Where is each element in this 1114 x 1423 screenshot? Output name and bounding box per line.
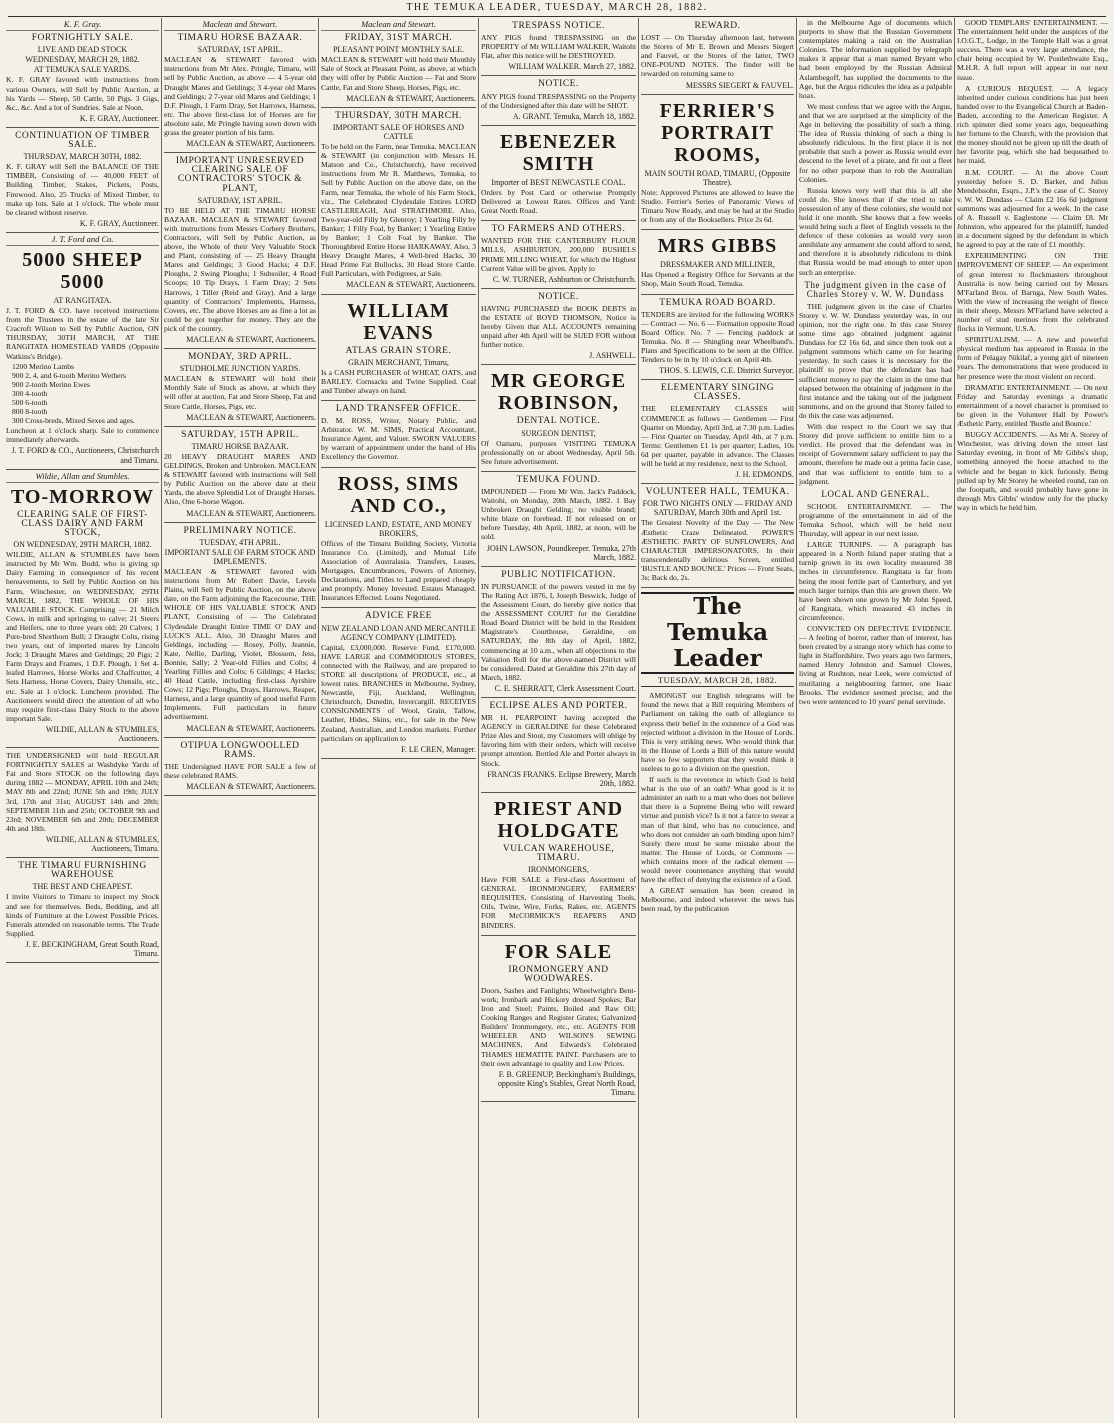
article-paragraph: LARGE TURNIPS. — A paragraph has appeared in a North Island paper stating that a turnip grown in its own locality measured 38 inches in circumference. Rangitata is far from being the most fertile part of Canterbury, and yet much larger turnips than this are grown there. We have been shown one grown by Mr John Speed, of Rangitata, which measured 43 inches in circumference. xyxy=(799,540,952,622)
ad-auctioneer-header: Maclean and Stewart. xyxy=(321,20,476,31)
ad-title: TO FARMERS AND OTHERS. xyxy=(491,224,626,235)
ad-signature: J. T. FORD & CO., Auctioneers, Christchurch and Timaru. xyxy=(11,446,159,465)
advertisement xyxy=(164,427,316,523)
ad-title: PUBLIC NOTIFICATION. xyxy=(501,569,616,580)
ad-auctioneer-header: K. F. Gray. xyxy=(6,20,159,31)
ad-subtitle: TIMARU HORSE BAZAAR. xyxy=(191,441,289,451)
advertisement xyxy=(321,468,476,609)
ad-title: OTIPUA LONGWOOLLED RAMS. xyxy=(180,740,300,760)
ad-signature: MACLEAN & STEWART, Auctioneers. xyxy=(186,412,316,422)
advertisement xyxy=(481,289,636,366)
ad-auctioneer-header: Maclean and Stewart. xyxy=(164,20,316,31)
ad-signature: F. B. GREENUP, Beckingham's Buildings, opposite King's Stables, Great North Road, Timaru. xyxy=(497,1069,636,1097)
ad-title: IRONMONGERY AND WOODWARES. xyxy=(508,964,609,984)
ad-body: J. T. FORD & CO. have received instructions from the Trustees in the estate of the late Sir Cracroft Wilson to Sell by Public Auction, ON THURSDAY, 30TH MARCH, AT THE RANGITATA HOMESTEAD YARDS (Opposite Watkins's Bridge). xyxy=(6,306,159,361)
issue-dateline: TUESDAY, MARCH 28, 1882. xyxy=(641,676,794,687)
advertisement xyxy=(6,748,159,858)
ad-signature: MACLEAN & STEWART, Auctioneers. xyxy=(346,280,476,290)
ad-signature: MACLEAN & STEWART, Auctioneers. xyxy=(186,723,316,733)
ad-body: Note: Approved Pictures are allowed to leave the Studio. Ferrier's Series of Panoramic Views of Timaru Now Ready, and may be had at the Studio or from any of the Booksellers. Price 2s 6d. xyxy=(641,187,794,225)
section-heading: LOCAL AND GENERAL. xyxy=(821,488,930,499)
ad-display-heading: TO-MORROW xyxy=(10,485,155,508)
ad-subtitle: FOR TWO NIGHTS ONLY — FRIDAY AND SATURDAY, March 30th and April 1st. xyxy=(642,499,793,518)
news-block xyxy=(799,281,952,486)
article-paragraph: AMONGST our English telegrams will be found the news that a Bill requiring Members of Parliament on taking the oath of allegiance to express their belief in the existence of a God was rejected without a division in the House of Lords. This is very striking news. Who would think that in the House of Lords a Bill of this nature would have so few supporters that they would think it useless to go to a division on the question. xyxy=(641,691,794,773)
section-heading: The judgment given in the case of Charles Storey v. W. W. Dundass xyxy=(804,279,947,299)
article-paragraph: CONVICTED ON DEFECTIVE EVIDENCE. — A feeling of horror, rather than of interest, has been created by a strange story which has come to light in Staffordshire. Two years ago two farmers, named Henry Johnston and Samuel Clowes, living at Rushton, near Leek, were convicted of mutilating a neighbouring farmer, one Isaac Brooks. The evidence seemed precise, and the two were sentenced to 10 years' penal servitude. xyxy=(799,624,952,706)
ad-title: ECLIPSE ALES AND PORTER. xyxy=(489,700,628,711)
ad-title: TEMUKA FOUND. xyxy=(516,474,601,485)
advertisement xyxy=(481,793,636,936)
ad-subtitle: DRESSMAKER AND MILLINER, xyxy=(660,260,775,270)
article-paragraph: SPIRITUALISM. — A new and powerful physical medium has appeared in Russia in the form of Pelagay Nikilaf, a young girl of nineteen years. The demonstrations that were produced in her presence were the most violent on record. xyxy=(957,335,1108,381)
ad-signature: MACLEAN & STEWART, Auctioneers. xyxy=(186,335,316,344)
advertisement xyxy=(641,95,794,231)
ad-subtitle: GRAIN MERCHANT, Timaru, xyxy=(348,357,449,367)
ad-title: DENTAL NOTICE. xyxy=(516,416,601,427)
stock-list-item: 1200 Merino Lambs xyxy=(12,361,75,371)
ad-subtitle: SATURDAY, 1ST APRIL. xyxy=(197,45,283,55)
advertisement xyxy=(321,295,476,401)
newspaper-nameplate: The Temuka Leader xyxy=(641,592,794,674)
column-3 xyxy=(318,18,478,1418)
article-paragraph: BUGGY ACCIDENTS. — As Mr A. Storey of Winchester, was driving down the street last Saturday evening, in front of Mr Gibbs's shop, something annoyed the horse attached to the vehicle and he began to kick furiously. Being pulled up by Mr Storey he wheeled round, ran on the footpath, and would probably have gone in through Mrs Gibbs' window only for the plucky way in which he held him. xyxy=(957,430,1108,512)
ad-auctioneer-header: Wildie, Allan and Stumbles. xyxy=(6,472,159,483)
ad-body: IMPOUNDED — From Mr Wm. Jack's Paddock, Waitohi, on Monday, 20th March, 1882. 1 Bay Unbroken Draught Gelding; no visible brand; white blaze on forehead. If not released on or before Tuesday, 4th April, 1882, at noon, will be sold. xyxy=(481,487,636,542)
advertisement xyxy=(481,472,636,567)
ad-signature: A. GRANT. Temuka, March 18, 1882. xyxy=(512,111,636,121)
advertisement xyxy=(321,18,476,108)
ad-body: Has Opened a Registry Office for Servants at the Shop, Main South Road, Temuka. xyxy=(641,270,794,289)
ad-body: D. M. ROSS, Writer, Notary Public, and Arbitrator. W. M. SIMS, Practical Accountant, Insurance Agent, and Valuer. SWORN VALUERS by warrant of appointment under the hand of His Excellency the Governor. xyxy=(321,416,476,462)
advertisement xyxy=(6,128,159,233)
ad-title: VULCAN WAREHOUSE, TIMARU. xyxy=(502,843,615,863)
ad-signature: J. H. EDMONDS. xyxy=(735,470,794,480)
ad-body: TENDERS are invited for the following WORKS — Contract — No. 6 — Formation opposite Road Board Office. No. 7 — Fencing paddock at Temuka. No. 8 — Shingling near Wheelband's. Plans and Specifications to be seen at the Office. Tenders to be in by 10 o'clock on April 4th. xyxy=(641,309,794,365)
ad-body: I invite Visitors to Timaru to inspect my Stock and see for themselves. Beds, Bedding, and all kinds of Furniture at the Lowest Possible Prices. Funerals attended on reasonable terms. The Trade Supplied. xyxy=(6,892,159,938)
ad-display-heading: 5000 SHEEP 5000 xyxy=(22,248,143,293)
ad-subtitle: ON WEDNESDAY, 29TH MARCH, 1882. xyxy=(13,540,152,550)
ad-subtitle: THURSDAY, MARCH 30TH, 1882. xyxy=(23,152,142,162)
ad-display-heading: FOR SALE xyxy=(504,940,613,963)
ad-subtitle: AT TEMUKA SALE YARDS. xyxy=(33,65,132,75)
advertisement xyxy=(481,126,636,221)
ad-body: 20 HEAVY DRAUGHT MARES AND GELDINGS, Broken and Unbroken. MACLEAN & STEWART favored with instructions will Sell by Public Auction on the above date at their Yards, the above Splendid Lot of Draught Horses. Also, One 6-horse Wagon. xyxy=(164,451,316,507)
news-block xyxy=(799,490,952,706)
article-paragraph: Russia knows very well that this is all she could do. She knows that if she tried to take possession of any of these colonies, she would not hold it one month. She knows that a few weeks would bring such a fleet of English vessels to the defence of these colonies as would very soon annihilate any armament she could afford to send, and therefore it is absolutely ridiculous to think that Russia would be mad enough to enter upon such an enterprise. xyxy=(799,185,952,277)
advertisement xyxy=(641,484,794,588)
ad-body: K. F. GRAY will Sell the BALANCE OF THE TIMBER, Consisting of — 40,000 FEET of Building Timber, Stakes, Pickets, Posts, Firewood. Also, 25 Trucks of Mixed Timber, to make up lots. Sale at 1 o'clock. The whole must be cleared without reserve. xyxy=(6,162,159,217)
ad-body: IN PURSUANCE of the powers vested in me by The Rating Act 1876, I, Joseph Beswick, Judge of the Assessment Court, do hereby give notice that the ASSESSMENT COURT for the Geraldine Road Board District will be held in the Resident Magistrate's Courthouse, Geraldine, on SATURDAY, the 8th day of April, 1882, commencing at 10 a.m., when all objections to the Valuation Roll for the above-named District will be considered. Dated at Geraldine this 27th day of March, 1882. xyxy=(481,581,636,682)
ad-subtitle: STUDHOLME JUNCTION YARDS. xyxy=(179,364,301,374)
column-7 xyxy=(954,18,1110,1418)
ad-title: VOLUNTEER HALL, TEMUKA. xyxy=(645,487,790,498)
advertisement xyxy=(164,349,316,427)
ad-signature: MACLEAN & STEWART, Auctioneers. xyxy=(186,139,316,149)
ad-subtitle: Importer of BEST NEWCASTLE COAL. xyxy=(491,177,626,187)
ad-body: HAVING PURCHASED the BOOK DEBTS in the ESTATE of BOYD THOMSON, Notice is hereby Given that ALL ACCOUNTS remaining unpaid after 4th April will be SUED FOR without further notice. xyxy=(481,303,636,350)
advertisement xyxy=(6,18,159,128)
ad-title: THURSDAY, 30TH MARCH. xyxy=(335,110,462,121)
ad-title: LAND TRANSFER OFFICE. xyxy=(335,404,462,414)
ad-signature: MESSRS SIEGERT & FAUVEL. xyxy=(685,80,794,90)
ad-title: CONTINUATION OF TIMBER SALE. xyxy=(15,130,150,151)
ad-body: THE UNDERSIGNED will hold REGULAR FORTNIGHTLY SALES at Washdyke Yards of Fat and Store STOCK on the following days during 1882 — MONDAY, APRIL 10th and 24th; MAY 8th and 22nd; JUNE 5th and 19th; JULY 3rd, 17th and 31st; AUGUST 14th and 28th; SEPTEMBER 11th and 25th; OCTOBER 9th and 23rd; NOVEMBER 6th and 20th; DECEMBER 4th and 18th. xyxy=(6,751,159,833)
ad-signature: FRANCIS FRANKS. Eclipse Brewery, March 20th, 1882. xyxy=(487,769,636,788)
ad-subtitle: PLEASANT POINT MONTHLY SALE. xyxy=(332,45,465,55)
advertisement xyxy=(321,108,476,295)
ad-body: Of Oamaru, purposes VISITING TEMUKA professionally on or about Wednesday, April 5th. See future advertisement. xyxy=(481,438,636,466)
ad-title: IMPORTANT UNRESERVED CLEARING SALE OF CONTRACTORS' STOCK & PLANT, xyxy=(175,156,305,194)
ad-body: MACLEAN & STEWART favored with instructions from Mr Alex. Pringle, Timaru, will sell by Public Auction, as above — 4 5-year old Draught Mares and Geldings; 3 4-year old Mares and Geldings; 2 7-year old Mares and Geldings; 1 D.F. Plough, 1 Farm Dray, Set Harrows, Harness, etc. The above first-class lot of Horses are for absolute sale, Mr Pringle having sown down with grass the greater portion of his farm. xyxy=(164,55,316,138)
stock-list-item: 300 Cross-breds, Mixed Sexes and ages. xyxy=(12,416,135,426)
article-paragraph: SCHOOL ENTERTAINMENT. — The programme of the entertainment in aid of the Temuka School, which will be held next Thursday, will appear in our next issue. xyxy=(799,501,952,539)
advertisement xyxy=(164,153,316,349)
stock-list-item: 300 4-tooth xyxy=(12,388,48,398)
article-paragraph: A GREAT sensation has been created in Melbourne, and indeed wherever the news has been read, by the publication xyxy=(641,886,794,914)
ad-title: PRELIMINARY NOTICE. xyxy=(183,525,297,536)
ad-title: ELEMENTARY SINGING CLASSES. xyxy=(660,383,775,403)
ad-title: TEMUKA ROAD BOARD. xyxy=(659,297,776,308)
advertisement xyxy=(641,230,794,294)
ad-body: THE Undersigned HAVE FOR SALE a few of these celebrated RAMS. xyxy=(164,761,316,780)
ad-body: The Greatest Novelty of the Day — The New Æsthetic Craze Delineated. POWER'S ÆSTHETIC PARTY OF SUNFLOWERS, And CHARACTER IMPERSONATORS, In their transcendentally delirious Screen, entitled 'BUSTLE AND BOUNCE.' Prices — Front Seats, 3s; Back do, 2s. xyxy=(641,518,794,583)
article-paragraph: With due respect to the Court we say that Storey did prove sufficient to entitle him to a verdict. He proved that the defendant was in receipt of Government salary sufficient to pay the amount, therefore he made out a prima facie case, and that was sufficient to entitle him to a judgment. xyxy=(799,422,952,486)
advertisement xyxy=(481,221,636,289)
column-2 xyxy=(161,18,318,1418)
advertisement xyxy=(164,523,316,738)
ad-title: FORTNIGHTLY SALE. xyxy=(31,33,134,44)
article-paragraph: THE judgment given in the case of Charles Storey v. W. W. Dundass yesterday was, in our opinion, not the right one. In this case Storey some time ago obtained judgment against Dundass for £2 16s 6d, and since then took out a judgment summons which came on for hearing yesterday. In such cases it is necessary for the plaintiff to prove that the defendant has had sufficient money to pay the claim in the time that elapsed between the obtaining of judgment in the first instance and the taking out of the judgment summons, and on the ground that Storey failed to do this the case was adjourned. xyxy=(799,301,952,420)
column-4 xyxy=(478,18,638,1418)
ad-title: FRIDAY, 31ST MARCH. xyxy=(344,33,453,44)
ad-body: THE ELEMENTARY CLASSES will COMMENCE as follows — Gentlemen — First Quarter on Monday, April 3rd, at 7.30 p.m. Ladies — First Quarter on Tuesday, April 4th, at 7 p.m. Terms: Gentlemen £1 1s per quarter; Ladies, 10s 6d per quarter, payable in advance. The Classes will be held at my residence, next to the School. xyxy=(641,404,794,468)
ad-body: ANY PIGS found TRESPASSING on the Property of the Undersigned after this date will be SHOT. xyxy=(481,91,636,110)
ad-auctioneer-header: J. T. Ford and Co. xyxy=(6,235,159,246)
ad-display-heading: PRIEST AND HOLDGATE xyxy=(493,797,624,842)
stock-list-item: 900 2, 4, and 6-tooth Merino Wethers xyxy=(12,370,126,380)
ad-signature: J. E. BECKINGHAM, Great South Road, Timaru. xyxy=(25,939,159,958)
ad-title: TIMARU HORSE BAZAAR. xyxy=(177,33,303,44)
ad-title: TRESPASS NOTICE. xyxy=(512,21,605,31)
ad-display-heading: EBENEZER SMITH xyxy=(500,130,617,175)
ad-body: TO BE HELD AT THE TIMARU HORSE BAZAAR. MACLEAN & STEWART favored with instructions from Messrs Corbery Brothers, Contractors, will Sell by Public Auction, as above, the Whole of their Very Valuable Stock and Plant, consisting of — 25 Heavy Draught Mares and Geldings; 3 Good Hacks; 4 D.F. Ploughs, 2 Swing Ploughs; 1 Subsoiler, 4 Road Scoops; 10 Tip Drays, 1 Farm Dray; 2 Sets Harrows, 1 Tiller (Reid and Gray). And a large quantity of Contractors' Implements, Harness, Covers, etc. The above Horses are as fine a lot as could be got together for money. They are the pick of the country. xyxy=(164,205,316,333)
news-block xyxy=(799,18,952,277)
ad-display-heading: MRS GIBBS xyxy=(657,235,778,258)
article-paragraph: A CURIOUS BEQUEST. — A legacy inherited under curious conditions has just been handed over to the Evangelical Church at Baden-Baden, according to the American Register. A rich spinster died some years ago, bequeathing her fortune to the Church, with the provision that the money should not be given up till the death of her favorite pug, which she had bequeathed to her maid. xyxy=(957,83,1109,166)
advertisement xyxy=(481,567,636,698)
column-6 xyxy=(796,18,954,1418)
ad-subtitle: LIVE AND DEAD STOCK xyxy=(37,45,128,55)
advertisement xyxy=(321,608,476,758)
stock-list-item: 500 6-tooth xyxy=(12,398,48,407)
ad-signature: C. E. SHERRATT, Clerk Assessment Court. xyxy=(494,683,636,693)
stock-list-item: 900 2-tooth Merino Ewes xyxy=(12,379,90,389)
ad-body: MACLEAN & STEWART will hold their Monthly Sale of Stock at Pleasant Point, as above, at which they will offer by Public Auction — Fat and Store Cattle, Fat and Store Sheep, Horses, Pigs, etc. xyxy=(321,55,476,92)
ad-signature: K. F. GRAY, Auctioneer. xyxy=(79,113,159,123)
ad-signature: THOS. S. LEWIS, C.E. District Surveyor. xyxy=(659,366,794,376)
ad-subtitle: IMPORTANT SALE OF HORSES AND CATTLE xyxy=(332,122,465,141)
ad-signature: MACLEAN & STEWART, Auctioneers. xyxy=(186,508,316,518)
ad-subtitle: THE BEST AND CHEAPEST. xyxy=(32,882,133,892)
ad-title: REWARD. xyxy=(694,21,741,31)
advertisement xyxy=(481,18,636,76)
ad-title: MONDAY, 3RD APRIL. xyxy=(187,352,293,363)
article-paragraph: in the Melbourne Age of documents which purports to show that the Russian Government contemplates making a raid on the Australian Colonies. The information supplied by telegraph makes it appear that a man named Bryant who had been employed by the Russian Admiral Aslambegoff, has supplied the documents to the Age, but the Argus ridicules the idea as a palpable hoax. xyxy=(799,18,952,100)
ad-signature: JOHN LAWSON, Poundkeeper. Temuka, 27th March, 1882. xyxy=(486,543,636,562)
article-paragraph: DRAMATIC ENTERTAINMENT. — On next Friday and Saturday evenings a dramatic entertainment of a novel character is promised to be given in the Volunteer Hall by Power's Æsthetic Party, entitled 'Bustle and Bounce.' xyxy=(957,382,1108,429)
advertisement xyxy=(6,470,159,748)
article-paragraph: We must confess that we agree with the Argus, and that we are surprised at the simplicity of the Age in believing the possibility of such a thing. The idea of Russia thinking of such a thing is absolutely ridiculous. In the first place it is not probable that such a power as Russia would ever descend to the level of a pirate, and fit out a fleet for no other purpose than to rob the Australian Colonies. xyxy=(799,101,952,184)
ad-signature: WILDIE, ALLAN & STUMBLES, Auctioneers. xyxy=(45,724,159,743)
news-block xyxy=(641,592,794,913)
article-paragraph: GOOD TEMPLARS' ENTERTAINMENT. — The entertainment held under the auspices of the I.O.G.T., Lodge, in the Temple Hall was a great success. There was a very large attendance, the chair being occupied by W. Postlethwaite Esq., M.H.R. A full report will appear in our next issue. xyxy=(957,18,1108,82)
ad-signature: C. W. TURNER, Ashburton or Christchurch. xyxy=(492,274,636,284)
stock-list-item: 800 8-tooth xyxy=(12,407,48,417)
ad-signature: F. LE CREN, Manager. xyxy=(401,744,476,754)
ad-signature: MACLEAN & STEWART, Auctioneers. xyxy=(346,93,476,103)
ad-body: MR H. PEARPOINT having accepted the AGENCY in GERALDINE for these Celebrated Prize Ales and Stout, my Customers will oblige by favoring him with their orders, which will receive prompt attention. Bottled Ale and Porter always in Stock. xyxy=(481,713,636,768)
advertisement xyxy=(641,18,794,95)
ad-signature: WILDIE, ALLAN & STUMBLES, Auctioneers, Timaru. xyxy=(45,834,159,854)
ad-body: WILDIE, ALLAN & STUMBLES have been instructed by Mr Wm. Budd, who is giving up Dairy Farming in consequence of his recent bereavements, to Sell by Public Auction on his Farm, Winchester, on WEDNESDAY, 29TH MARCH, 1882, THE WHOLE OF HIS VALUABLE STOCK. Comprising — 21 Milch Cows, in milk and springing to calve; 21 Steers and Heifers, one to three years old; 20 Calves; 1 Pure-bred Shorthorn Bull; 2 Draught Colts, rising two years, out of imported mares by Lincoln Jock; 3 Draught Mares and Geldings; 20 Pigs; 2 Farm Drays and Frames, 1 D.F. Plough, 1 Set 4-leafed Harrows, Horse Works and Chaffcutter, 4 Sets Harness, Horse Covers, Dairy Utensils, etc., etc. Sale at 1 o'clock. Luncheon provided. The Auctioneers would direct the attention of all who may require first-class Dairy Stock to the above important Sale. xyxy=(6,550,159,723)
ad-display-heading: FERRIER'S PORTRAIT ROOMS, xyxy=(659,99,776,166)
ad-display-heading: MR GEORGE ROBINSON, xyxy=(490,370,627,415)
column-1 xyxy=(4,18,161,1418)
ad-signature: K. F. GRAY, Auctioneer. xyxy=(79,218,159,228)
ad-display-heading: WILLIAM EVANS xyxy=(347,299,450,344)
ad-subtitle: IRONMONGERS, xyxy=(528,865,589,874)
advertisement xyxy=(164,18,316,153)
ad-body: Have FOR SALE a First-class Assortment of GENERAL IRONMONGERY, FARMERS' REQUISITES, Consisting of Harvesting Tools, Oils, Twine, Wire, Forks, Rakes, etc. AGENTS FOR McCORMICK'S REAPERS AND BINDERS. xyxy=(481,875,636,930)
advertisement xyxy=(6,858,159,963)
ad-signature: WILLIAM WALKER. March 27, 1882. xyxy=(508,62,636,72)
ad-body: WANTED FOR THE CANTERBURY FLOUR MILLS, ASHBURTON, 200,000 BUSHELS PRIME MILLING WHEAT, for which the Highest Current Value will be given. Apply to xyxy=(481,236,636,273)
article-paragraph: If such is the reverence in which God is held what is the use of an oath? What good is it to administer an oath to a man who does not believe that there is a Supreme Being who will reward virtue and punish vice? Is it not a farce to swear a man of that kind, who has no conscience, and who does not consider an oath binding upon him? Surely there must be some mistake about the matter. The House of Lords, or Commons — which contains more of the radical element — would never countenance anything that would have the effect of denying the existence of a God. xyxy=(641,775,794,885)
ad-title: THE TIMARU FURNISHING WAREHOUSE xyxy=(18,861,147,881)
ad-title: ATLAS GRAIN STORE. xyxy=(345,345,452,356)
advertisement xyxy=(481,698,636,793)
ad-title: CLEARING SALE OF FIRST-CLASS DAIRY AND FARM STOCK, xyxy=(17,509,148,538)
ad-body: Capital, £3,000,000. Reserve Fund, £170,000. HAVE LARGE and COMMODIOUS STORES, connected with the Railway, and are prepared to STORE all descriptions of PRODUCE, etc., at lowest rates. BRANCHES in Melbourne, Sydney, Newcastle, Fiji, Auckland, Wellington, Christchurch, Dunedin, Invercargill. RECEIVES CONSIGNMENTS of Wool, Grain, Tallow, Leather, Hides, Skins, etc., for sale in the New Zealand, Australian, and London markets. Further particulars on application to xyxy=(321,642,476,743)
ad-subtitle: SATURDAY, 1ST APRIL. xyxy=(197,195,283,205)
ad-body: To be held on the Farm, near Temuka. MACLEAN & STEWART (in conjunction with Messrs H. Matson and Co., Christchurch), have received instructions from Mr R. Matthews, Temuka, to Sell by Public Auction on the above date, on the Farm, near Temuka, the whole of his Farm Stock, viz., The Celebrated Clydesdale Entires LORD CASTLEREAGH, And STRATHMORE. Also, Two-year-old Filly by Glenroy; 1 Yearling Filly by Banker; 1 Filly Foal, by Banker; 1 Yearling Entire by Banker; 1 Colt Foal by Banker. The Thoroughbred Entire Horse HARKAWAY. Also, 3 Heavy Draught Mares, 4 Well-bred Hacks, 30 Head Prime Fat Bullocks, 30 Head Store Cattle. Full Particulars, with Pedigrees, at Sale. xyxy=(321,142,476,279)
ad-body: Offices of the Timaru Building Society, Victoria Insurance Co. (Limited), and Mutual Life Association of Australasia. Transfers, Leases, Mortgages, Encumbrances, Powers of Attorney, Declarations, and Titles to Land prepared cheaply and promptly. Money Invested. Estates Managed. Insurances Effected. Loans Negotiated. xyxy=(321,538,476,603)
ad-body: MACLEAN & STEWART will hold their Monthly Sale of Stock as above, at which they will offer at auction, Fat and Store Sheep, Fat and Store Cattle, Horses, Pigs, etc. xyxy=(164,374,316,411)
ad-title: NOTICE. xyxy=(538,291,579,302)
ad-body: ANY PIGS found TRESPASSING on the PROPERTY of Mr WILLIAM WALKER, Waitohi Flat, after this notice will be DESTROYED. xyxy=(481,33,636,61)
advertisement xyxy=(6,233,159,470)
ad-title: SATURDAY, 15TH APRIL. xyxy=(181,429,299,440)
advertisement xyxy=(641,295,794,381)
news-block xyxy=(957,18,1108,512)
ad-body: LOST — On Thursday afternoon last, between the Stores of Mr E. Brown and Messrs Siegert and Fauvel, or the Stores of the latter, TWO ONE-POUND NOTES. The finder will be rewarded on returning same to xyxy=(641,33,794,79)
advertisement xyxy=(481,365,636,471)
ad-body: Is a CASH PURCHASER of WHEAT, OATS, and BARLEY. Cornsacks and Twine Supplied. Coal and Timber always on hand. xyxy=(321,367,476,395)
ad-subtitle: IMPORTANT SALE OF FARM STOCK AND IMPLEMENTS. xyxy=(164,547,316,566)
ad-subtitle: SURGEON DENTIST, xyxy=(521,428,596,438)
ad-body: Doors, Sashes and Fanlights; Wheelwright's Bent-work; Ironbark and Hickory dressed Spokes; Bar Iron and Steel; Paints, Boiled and Raw Oil; Cooking Ranges and Register Grates; Galvanized Builders' Ironmongery, etc., etc. AGENTS FOR WHEELER AND WILSON'S SEWING MACHINES, And Edwards's Celebrated THAMES HEMATITE PAINT. Purchasers are to their own advantage to quality and Low Prices. xyxy=(481,985,636,1068)
ad-subtitle: LICENSED LAND, ESTATE, AND MONEY BROKERS, xyxy=(324,519,473,538)
ad-title: NOTICE. xyxy=(538,79,579,90)
ad-subtitle: WEDNESDAY, MARCH 29, 1882. xyxy=(25,55,140,65)
ad-display-heading: ROSS, SIMS AND CO., xyxy=(337,472,460,517)
ad-body: MACLEAN & STEWART favored with instructions from Mr Robert Davie, Levels Plains, will Sell by Public Auction, on the above date, on the Farm adjoining the Racecourse, THE WHOLE OF HIS VALUABLE STOCK AND PLANT, Consisting of — The Celebrated Clydesdale Draught Entire TIME O' DAY and LUCK'S ALL. Also, 30 Draught Mares and Geldings, including — Rosey, Polly, Jeannie, Kate, Nellie, Darling, Violet, Blossom, Jess, Bonnie, Sally; 2 Year-old Fillies and Colts; 4 Yearling Fillies and Colts; 6 Gildings; 4 Hacks; 40 Head Cattle, including first-class Ayrshire Cows; 12 Pigs; Ploughs, Drays, Harrows, Reaper, Harness, and a large quantity of good useful Farm Implements. Full particulars in future advertisement. xyxy=(164,566,316,722)
advertisement xyxy=(481,936,636,1102)
stock-list xyxy=(12,362,159,426)
article-paragraph: EXPERIMENTING ON THE IMPROVEMENT OF SHEEP. — An experiment of great interest to flockmasters throughout Australia is now being carried out by Messrs M'Farland Bros. of Barnga, New South Wales. With the view of increasing the weight of fleece in their sheep, Messrs M'Farland have selected a number of stud merinos from the celebrated flocks in Vermont, U.S.A. xyxy=(957,251,1108,334)
ad-subtitle: NEW ZEALAND LOAN AND MERCANTILE AGENCY COMPANY (LIMITED). xyxy=(321,623,476,642)
ad-signature: J. ASHWELL. xyxy=(589,351,636,361)
running-header: THE TEMUKA LEADER, TUESDAY, MARCH 28, 1882. xyxy=(8,2,1106,17)
ad-body: Luncheon at 1 o'clock sharp. Sale to commence immediately afterwards. xyxy=(6,426,159,445)
ad-body: Orders by Post Card or otherwise Promptly Delivered at Lowest Rates. Offices and Yard: Great North Road. xyxy=(481,187,636,216)
ad-subtitle: TUESDAY, 4TH APRIL. xyxy=(199,537,281,547)
ad-subtitle: MAIN SOUTH ROAD, TIMARU, (Opposite Theatre). xyxy=(644,168,791,187)
article-paragraph: R.M. COURT. — At the above Court yesterday before S. D. Barker, and Julius Mendelssohn, Esqrs., J.P.'s the case of C. Storey v. W. W. Dundass — Claim £2 16s 6d judgment summons was adjourned for a week. In the case of A. Russell v. Eaglestone — Claim £8. Mr Johnston, who appeared for the plaintiff, handed in a document signed by the defendant in which he agreed to pay at the rate of £1 monthly. xyxy=(957,167,1108,250)
ad-signature: MACLEAN & STEWART, Auctioneers. xyxy=(186,782,316,792)
ad-title: ADVICE FREE xyxy=(365,611,432,622)
advertisement xyxy=(641,380,794,484)
ad-subtitle: AT RANGITATA. xyxy=(53,295,112,305)
column-5 xyxy=(638,18,796,1418)
advertisement xyxy=(164,738,316,796)
advertisement xyxy=(481,76,636,125)
ad-body: K. F. GRAY favored with instructions from various Owners, will Sell by Public Auction, at his Yards — Sheep, 50 Cattle, 50 Pigs. 3 Gigs, &c., &c. And a lot of Sundries. Sale at Noon. xyxy=(6,75,159,112)
advertisement xyxy=(321,401,476,468)
